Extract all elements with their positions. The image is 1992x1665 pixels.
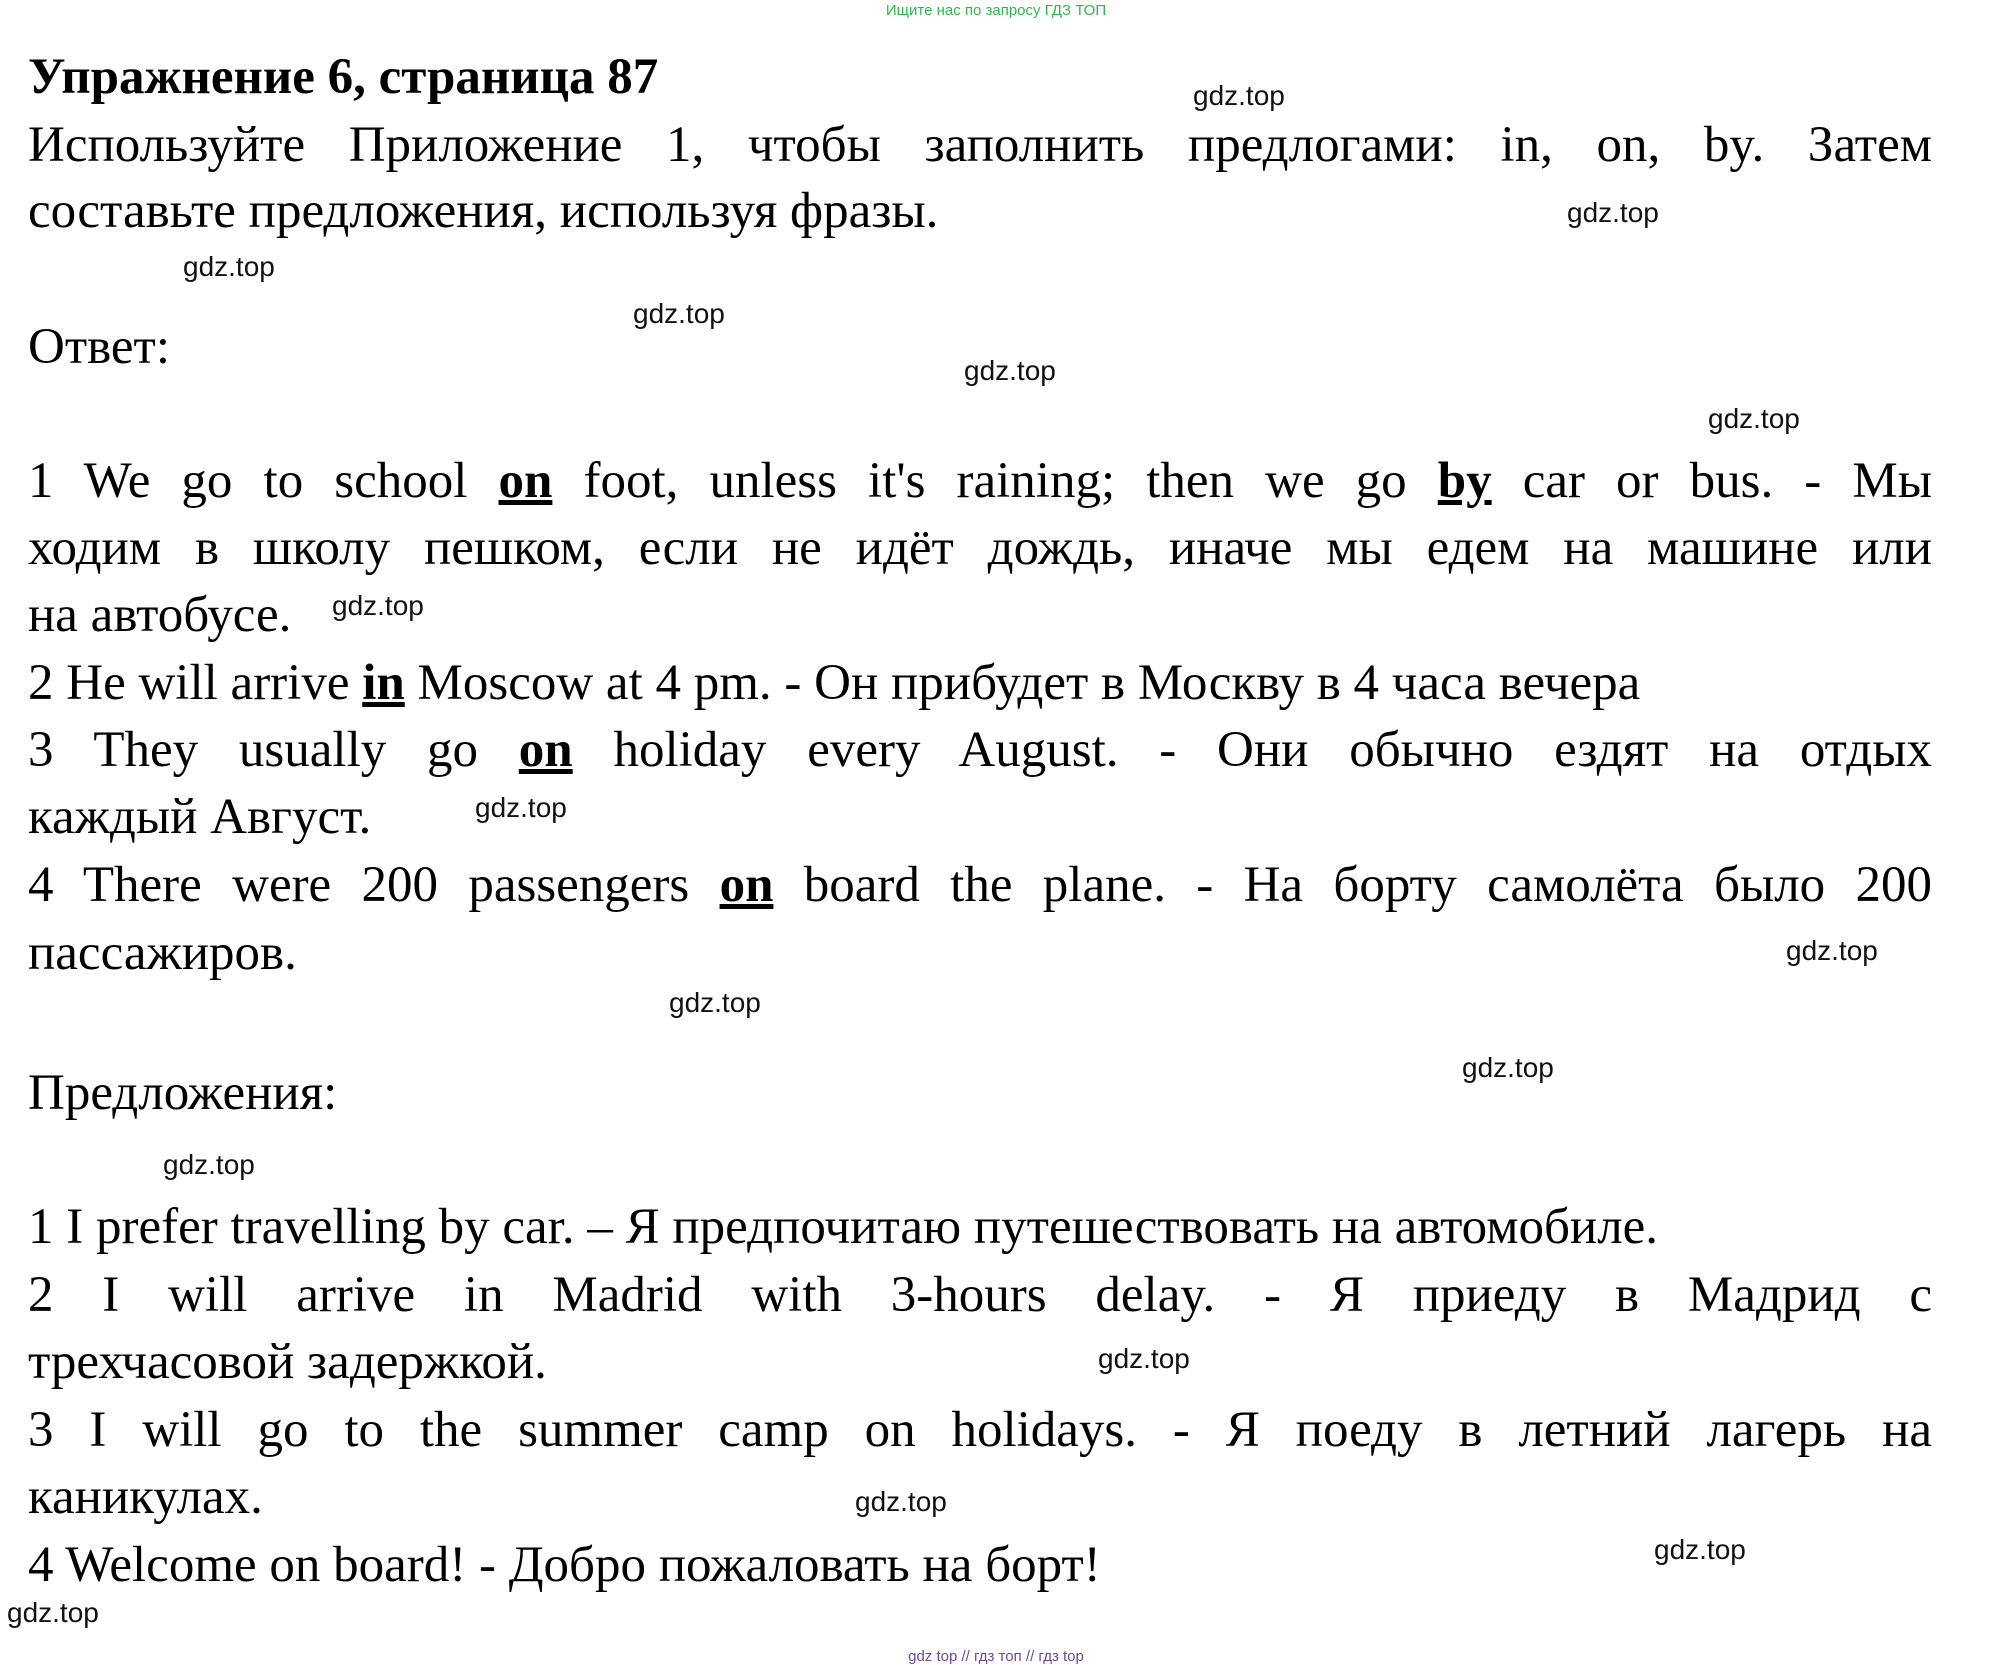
answer-1-preposition-1: on: [498, 453, 553, 509]
instruction-line-2: составьте предложения, используя фразы.: [28, 183, 939, 239]
answer-1-line-1: 1 We go to school on foot, unless it's raining; then we go by car or bus. - Мы: [28, 453, 1932, 509]
sentence-3-line-1: 3 I will go to the summer camp on holidays. - Я поеду в летний лагерь на: [28, 1402, 1932, 1458]
answer-1-line-3: на автобусе.: [28, 587, 292, 643]
answer-2-preposition: in: [362, 655, 405, 711]
watermark: gdz.top: [332, 590, 424, 621]
answer-4-preposition: on: [719, 857, 774, 913]
sentence-2-line-1: 2 I will arrive in Madrid with 3-hours delay. - Я приеду в Мадрид с: [28, 1267, 1932, 1323]
watermark: gdz.top: [964, 355, 1056, 386]
answer-1-preposition-2: by: [1437, 453, 1492, 509]
watermark: gdz.top: [1654, 1534, 1746, 1565]
watermark: gdz.top: [669, 987, 761, 1018]
sentence-4: 4 Welcome on board! - Добро пожаловать на борт!: [28, 1537, 1101, 1593]
watermark: gdz.top: [1098, 1343, 1190, 1374]
watermark: gdz.top: [183, 251, 275, 282]
sentence-3-line-2: каникулах.: [28, 1469, 263, 1525]
sentence-1: 1 I prefer travelling by car. – Я предпочитаю путешествовать на автомобиле.: [28, 1199, 1659, 1255]
watermark: gdz.top: [633, 298, 725, 329]
watermark: gdz.top: [163, 1149, 255, 1180]
watermark: gdz.top: [855, 1486, 947, 1517]
answer-1-line-2: ходим в школу пешком, если не идёт дождь, иначе мы едем на машине или: [28, 520, 1932, 576]
watermark: gdz.top: [1786, 935, 1878, 966]
answer-4-line-1: 4 There were 200 passengers on board the plane. - На борту самолёта было 200: [28, 857, 1932, 913]
top-banner: Ищите нас по запросу ГДЗ ТОП: [885, 2, 1107, 19]
answer-3-line-2: каждый Август.: [28, 789, 372, 845]
watermark: gdz.top: [1462, 1052, 1554, 1083]
answer-4-line-2: пассажиров.: [28, 925, 297, 981]
answer-3-line-1: 3 They usually go on holiday every August. - Они обычно ездят на отдых: [28, 722, 1932, 778]
watermark: gdz.top: [1708, 403, 1800, 434]
watermark: gdz.top: [1567, 197, 1659, 228]
instruction-line-1: Используйте Приложение 1, чтобы заполнить предлогами: in, on, by. Затем: [28, 117, 1932, 173]
answer-2: 2 He will arrive in Moscow at 4 pm. - Он прибудет в Москву в 4 часа вечера: [28, 655, 1641, 711]
bottom-banner: gdz top // гдз топ // гдз top: [908, 1648, 1084, 1665]
watermark: gdz.top: [475, 792, 567, 823]
watermark: gdz.top: [1193, 80, 1285, 111]
sentence-2-line-2: трехчасовой задержкой.: [28, 1334, 547, 1390]
answer-label: Ответ:: [28, 319, 170, 375]
sentences-label: Предложения:: [28, 1065, 338, 1121]
answer-3-preposition: on: [518, 722, 573, 778]
page-title: Упражнение 6, страница 87: [28, 49, 659, 105]
watermark: gdz.top: [7, 1597, 99, 1628]
